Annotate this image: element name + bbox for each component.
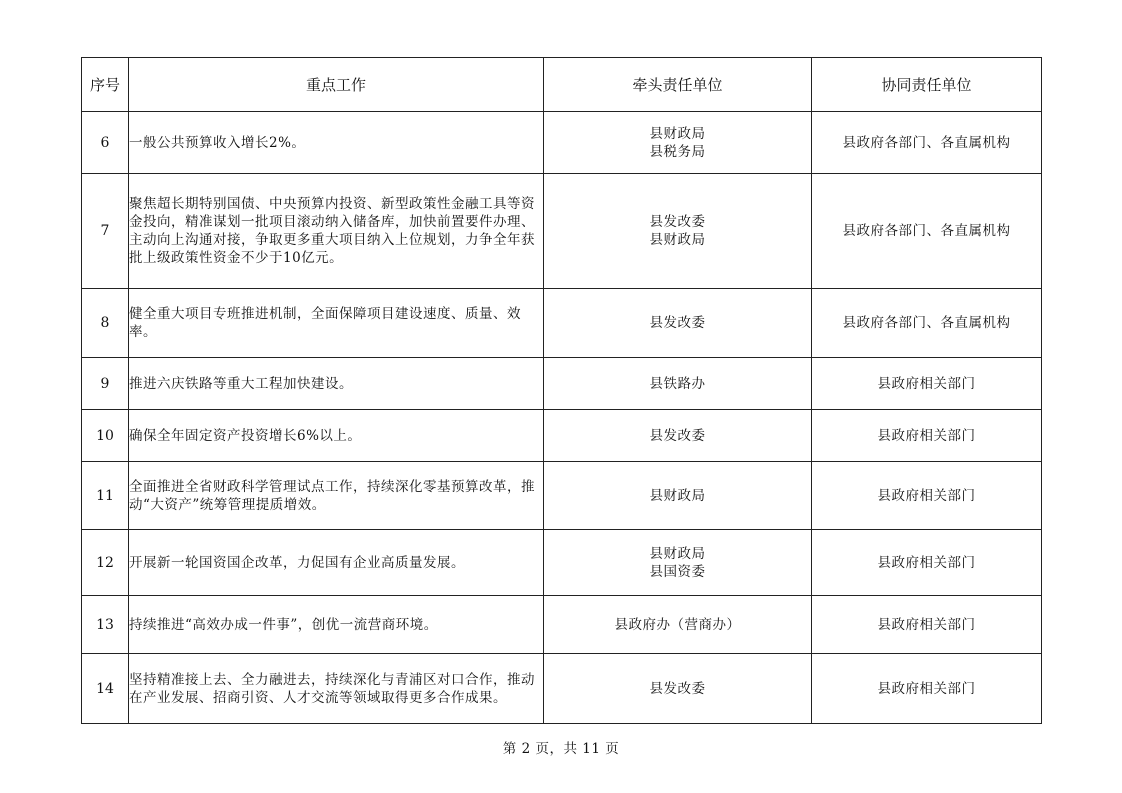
- lead-unit: [544, 410, 812, 462]
- lead-unit-name: 县财政局: [649, 545, 706, 562]
- row-number: 6: [82, 112, 129, 174]
- header-coop: 协同责任单位: [812, 58, 1042, 112]
- cooperating-unit: 县政府各部门、各直属机构: [812, 289, 1042, 358]
- work-description: 聚焦超长期特别国债、中央预算内投资、新型政策性金融工具等资金投向，精准谋划一批项目滚动纳入储备库，加快前置要件办理、主动向上沟通对接，争取更多重大项目纳入上位规划，力争全年获批上级政策性资金不少于10亿元。: [129, 174, 544, 289]
- lead-unit: [544, 462, 812, 530]
- lead-unit: [544, 358, 812, 410]
- lead-unit: [544, 174, 812, 289]
- row-number: 11: [82, 462, 129, 530]
- lead-unit: [544, 112, 812, 174]
- cooperating-unit: 县政府各部门、各直属机构: [812, 174, 1042, 289]
- cooperating-unit: 县政府相关部门: [812, 410, 1042, 462]
- lead-unit: [544, 289, 812, 358]
- lead-unit-name: 县铁路办: [649, 375, 706, 392]
- cooperating-unit: 县政府相关部门: [812, 530, 1042, 596]
- lead-unit-name: 县发改委: [649, 427, 706, 444]
- work-description: 一般公共预算收入增长2%。: [129, 112, 544, 174]
- key-work-table: [81, 57, 1042, 724]
- lead-unit-name: 县税务局: [649, 143, 706, 160]
- lead-unit-name: 县发改委: [649, 214, 706, 230]
- table-row: [82, 410, 1042, 462]
- lead-unit: [544, 596, 812, 654]
- table-header-row: [82, 58, 1042, 112]
- table-row: [82, 358, 1042, 410]
- lead-unit-name: 县财政局: [649, 487, 706, 504]
- lead-unit: [544, 654, 812, 724]
- cooperating-unit: 县政府各部门、各直属机构: [812, 112, 1042, 174]
- cooperating-unit: 县政府相关部门: [812, 654, 1042, 724]
- lead-unit: [544, 530, 812, 596]
- work-description: 持续推进“高效办成一件事”，创优一流营商环境。: [129, 596, 544, 654]
- table-row: [82, 289, 1042, 358]
- work-description: 确保全年固定资产投资增长6%以上。: [129, 410, 544, 462]
- page-number-footer: 第 2 页，共 11 页: [502, 741, 620, 757]
- header-num: 序号: [82, 58, 129, 112]
- cooperating-unit: 县政府相关部门: [812, 462, 1042, 530]
- work-description: 推进六庆铁路等重大工程加快建设。: [129, 358, 544, 410]
- lead-unit-name: 县政府办（营商办）: [614, 616, 741, 633]
- table-row: [82, 174, 1042, 289]
- work-description: 健全重大项目专班推进机制，全面保障项目建设速度、质量、效率。: [129, 289, 544, 358]
- table-row: [82, 462, 1042, 530]
- header-work: 重点工作: [129, 58, 544, 112]
- work-description: 开展新一轮国资国企改革，力促国有企业高质量发展。: [129, 530, 544, 596]
- row-number: 7: [82, 174, 129, 289]
- cooperating-unit: 县政府相关部门: [812, 596, 1042, 654]
- header-lead: 牵头责任单位: [544, 58, 812, 112]
- row-number: 13: [82, 596, 129, 654]
- lead-unit-name: 县发改委: [649, 680, 706, 697]
- table-row: [82, 112, 1042, 174]
- lead-unit-name: 县国资委: [649, 563, 706, 580]
- work-description: 坚持精准接上去、全力融进去，持续深化与青浦区对口合作，推动在产业发展、招商引资、人才交流等领域取得更多合作成果。: [129, 654, 544, 724]
- table-row: [82, 530, 1042, 596]
- cooperating-unit: 县政府相关部门: [812, 358, 1042, 410]
- lead-unit-name: 县发改委: [649, 315, 706, 331]
- work-description: 全面推进全省财政科学管理试点工作，持续深化零基预算改革，推动“大资产”统筹管理提质增效。: [129, 462, 544, 530]
- row-number: 12: [82, 530, 129, 596]
- table-row: [82, 596, 1042, 654]
- row-number: 8: [82, 289, 129, 358]
- row-number: 14: [82, 654, 129, 724]
- row-number: 10: [82, 410, 129, 462]
- row-number: 9: [82, 358, 129, 410]
- table-row: [82, 654, 1042, 724]
- lead-unit-name: 县财政局: [649, 232, 706, 248]
- lead-unit-name: 县财政局: [649, 125, 706, 142]
